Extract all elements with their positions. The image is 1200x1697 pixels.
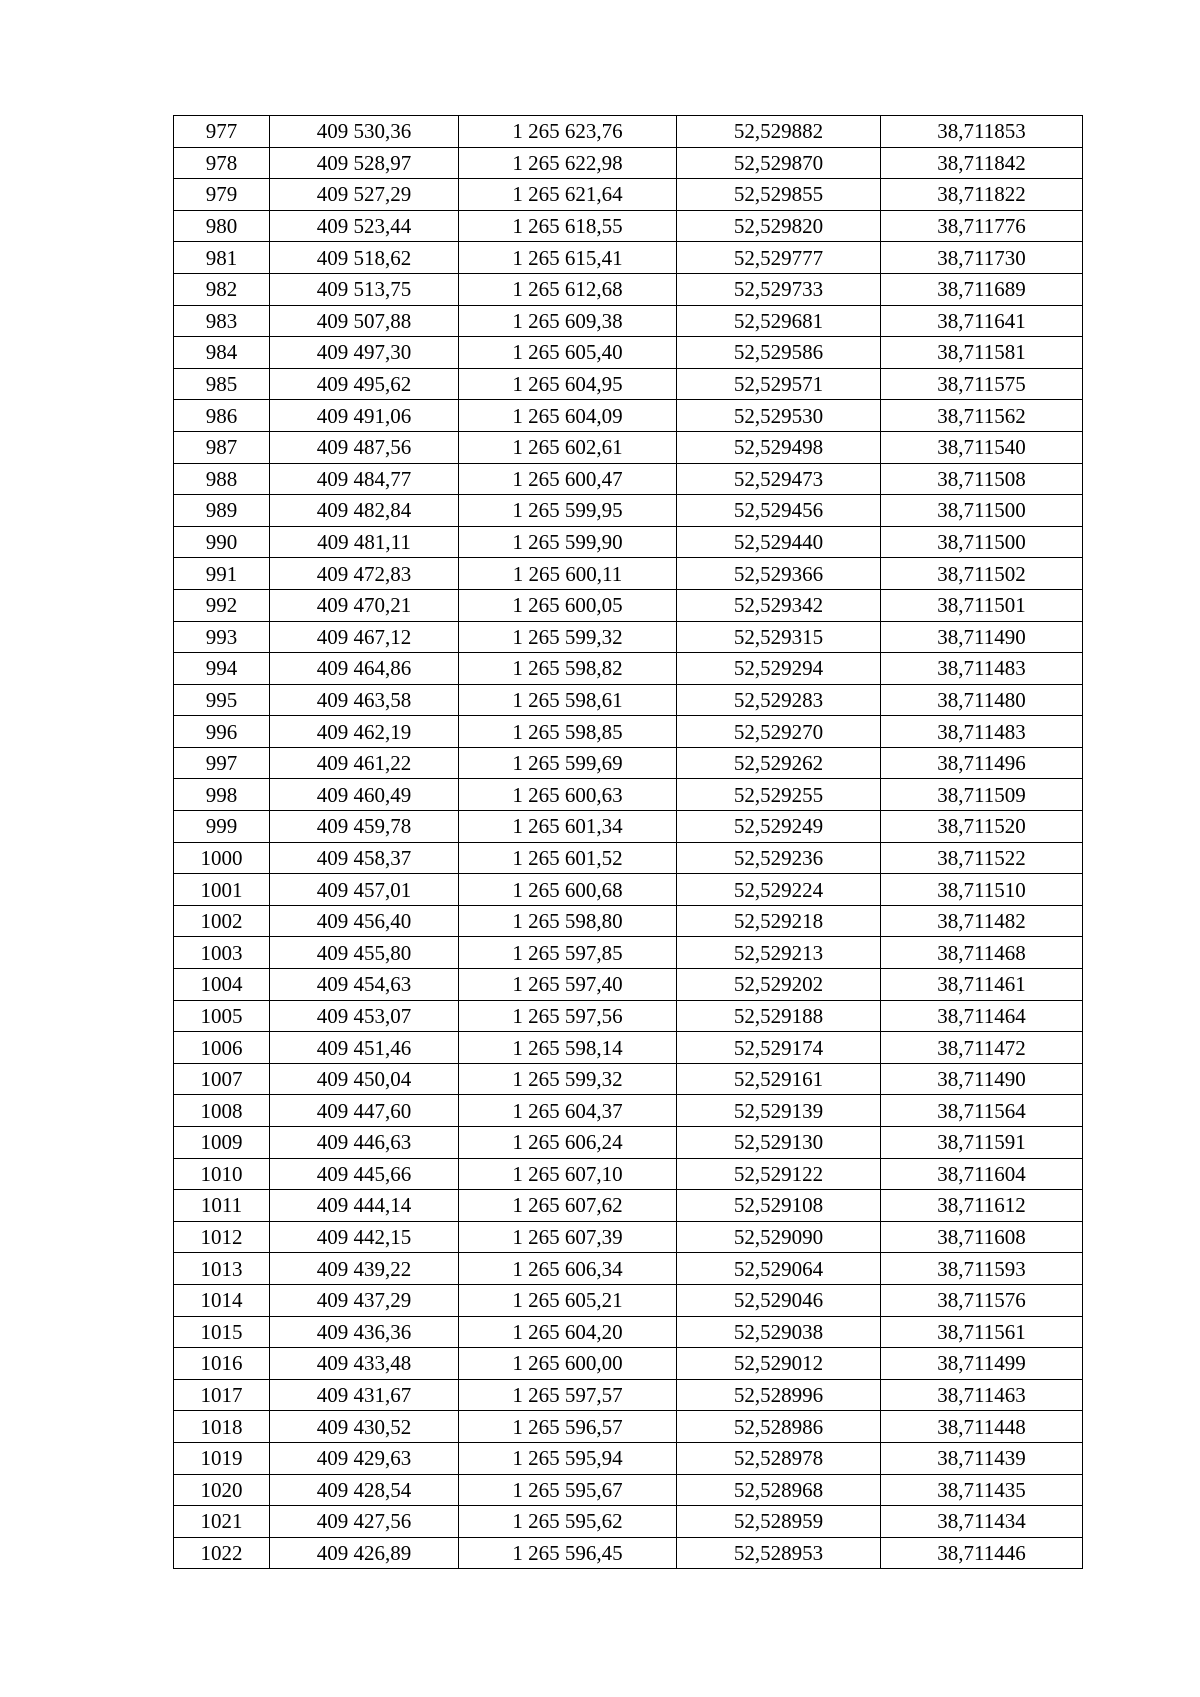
table-row — [174, 1474, 1083, 1506]
longitude-cell: 38,711608 — [881, 1221, 1083, 1253]
y-coordinate-cell: 1 265 604,95 — [459, 368, 677, 400]
longitude-cell: 38,711581 — [881, 337, 1083, 369]
y-coordinate-cell: 1 265 607,62 — [459, 1190, 677, 1222]
point-number-cell: 1006 — [174, 1032, 270, 1064]
longitude-cell: 38,711480 — [881, 684, 1083, 716]
table-row — [174, 811, 1083, 843]
table-row — [174, 210, 1083, 242]
table-row — [174, 337, 1083, 369]
table-row — [174, 1506, 1083, 1538]
x-coordinate-cell: 409 446,63 — [270, 1127, 459, 1159]
longitude-cell: 38,711499 — [881, 1348, 1083, 1380]
latitude-cell: 52,529130 — [677, 1127, 881, 1159]
x-coordinate-cell: 409 437,29 — [270, 1284, 459, 1316]
y-coordinate-cell: 1 265 602,61 — [459, 431, 677, 463]
longitude-cell: 38,711464 — [881, 1000, 1083, 1032]
table-row — [174, 1221, 1083, 1253]
point-number-cell: 980 — [174, 210, 270, 242]
table-row — [174, 716, 1083, 748]
x-coordinate-cell: 409 426,89 — [270, 1537, 459, 1569]
y-coordinate-cell: 1 265 600,47 — [459, 463, 677, 495]
table-row — [174, 1316, 1083, 1348]
x-coordinate-cell: 409 453,07 — [270, 1000, 459, 1032]
table-row — [174, 242, 1083, 274]
point-number-cell: 989 — [174, 495, 270, 527]
latitude-cell: 52,529733 — [677, 273, 881, 305]
longitude-cell: 38,711483 — [881, 716, 1083, 748]
longitude-cell: 38,711575 — [881, 368, 1083, 400]
latitude-cell: 52,528978 — [677, 1442, 881, 1474]
y-coordinate-cell: 1 265 598,85 — [459, 716, 677, 748]
latitude-cell: 52,529294 — [677, 653, 881, 685]
x-coordinate-cell: 409 429,63 — [270, 1442, 459, 1474]
coordinates-table — [173, 115, 1083, 1569]
latitude-cell: 52,529820 — [677, 210, 881, 242]
point-number-cell: 994 — [174, 653, 270, 685]
longitude-cell: 38,711842 — [881, 147, 1083, 179]
x-coordinate-cell: 409 459,78 — [270, 811, 459, 843]
point-number-cell: 979 — [174, 179, 270, 211]
point-number-cell: 1016 — [174, 1348, 270, 1380]
table-row — [174, 684, 1083, 716]
point-number-cell: 1018 — [174, 1411, 270, 1443]
point-number-cell: 1013 — [174, 1253, 270, 1285]
longitude-cell: 38,711435 — [881, 1474, 1083, 1506]
latitude-cell: 52,529270 — [677, 716, 881, 748]
x-coordinate-cell: 409 451,46 — [270, 1032, 459, 1064]
x-coordinate-cell: 409 472,83 — [270, 558, 459, 590]
y-coordinate-cell: 1 265 598,82 — [459, 653, 677, 685]
y-coordinate-cell: 1 265 623,76 — [459, 116, 677, 148]
x-coordinate-cell: 409 456,40 — [270, 905, 459, 937]
longitude-cell: 38,711561 — [881, 1316, 1083, 1348]
table-row — [174, 589, 1083, 621]
y-coordinate-cell: 1 265 595,67 — [459, 1474, 677, 1506]
y-coordinate-cell: 1 265 595,62 — [459, 1506, 677, 1538]
longitude-cell: 38,711446 — [881, 1537, 1083, 1569]
longitude-cell: 38,711463 — [881, 1379, 1083, 1411]
latitude-cell: 52,529255 — [677, 779, 881, 811]
point-number-cell: 1004 — [174, 969, 270, 1001]
longitude-cell: 38,711593 — [881, 1253, 1083, 1285]
x-coordinate-cell: 409 458,37 — [270, 842, 459, 874]
latitude-cell: 52,529262 — [677, 747, 881, 779]
y-coordinate-cell: 1 265 595,94 — [459, 1442, 677, 1474]
table-row — [174, 937, 1083, 969]
x-coordinate-cell: 409 481,11 — [270, 526, 459, 558]
latitude-cell: 52,529012 — [677, 1348, 881, 1380]
x-coordinate-cell: 409 507,88 — [270, 305, 459, 337]
table-row — [174, 495, 1083, 527]
x-coordinate-cell: 409 530,36 — [270, 116, 459, 148]
point-number-cell: 991 — [174, 558, 270, 590]
point-number-cell: 998 — [174, 779, 270, 811]
x-coordinate-cell: 409 447,60 — [270, 1095, 459, 1127]
latitude-cell: 52,529218 — [677, 905, 881, 937]
table-row — [174, 1411, 1083, 1443]
table-row — [174, 147, 1083, 179]
longitude-cell: 38,711434 — [881, 1506, 1083, 1538]
x-coordinate-cell: 409 461,22 — [270, 747, 459, 779]
point-number-cell: 1022 — [174, 1537, 270, 1569]
latitude-cell: 52,529249 — [677, 811, 881, 843]
table-row — [174, 1000, 1083, 1032]
longitude-cell: 38,711482 — [881, 905, 1083, 937]
y-coordinate-cell: 1 265 599,90 — [459, 526, 677, 558]
point-number-cell: 987 — [174, 431, 270, 463]
longitude-cell: 38,711641 — [881, 305, 1083, 337]
latitude-cell: 52,529046 — [677, 1284, 881, 1316]
x-coordinate-cell: 409 442,15 — [270, 1221, 459, 1253]
x-coordinate-cell: 409 427,56 — [270, 1506, 459, 1538]
latitude-cell: 52,529236 — [677, 842, 881, 874]
table-row — [174, 969, 1083, 1001]
longitude-cell: 38,711508 — [881, 463, 1083, 495]
table-row — [174, 558, 1083, 590]
table-row — [174, 747, 1083, 779]
table-row — [174, 1158, 1083, 1190]
table-row — [174, 905, 1083, 937]
y-coordinate-cell: 1 265 606,24 — [459, 1127, 677, 1159]
y-coordinate-cell: 1 265 607,39 — [459, 1221, 677, 1253]
point-number-cell: 1015 — [174, 1316, 270, 1348]
longitude-cell: 38,711562 — [881, 400, 1083, 432]
x-coordinate-cell: 409 482,84 — [270, 495, 459, 527]
y-coordinate-cell: 1 265 600,68 — [459, 874, 677, 906]
y-coordinate-cell: 1 265 604,37 — [459, 1095, 677, 1127]
longitude-cell: 38,711689 — [881, 273, 1083, 305]
longitude-cell: 38,711822 — [881, 179, 1083, 211]
table-row — [174, 431, 1083, 463]
longitude-cell: 38,711490 — [881, 621, 1083, 653]
latitude-cell: 52,528996 — [677, 1379, 881, 1411]
x-coordinate-cell: 409 460,49 — [270, 779, 459, 811]
point-number-cell: 1005 — [174, 1000, 270, 1032]
table-row — [174, 1348, 1083, 1380]
latitude-cell: 52,528959 — [677, 1506, 881, 1538]
longitude-cell: 38,711564 — [881, 1095, 1083, 1127]
x-coordinate-cell: 409 513,75 — [270, 273, 459, 305]
point-number-cell: 992 — [174, 589, 270, 621]
table-row — [174, 400, 1083, 432]
x-coordinate-cell: 409 470,21 — [270, 589, 459, 621]
point-number-cell: 1021 — [174, 1506, 270, 1538]
point-number-cell: 1011 — [174, 1190, 270, 1222]
latitude-cell: 52,529122 — [677, 1158, 881, 1190]
x-coordinate-cell: 409 495,62 — [270, 368, 459, 400]
table-row — [174, 1127, 1083, 1159]
longitude-cell: 38,711522 — [881, 842, 1083, 874]
point-number-cell: 981 — [174, 242, 270, 274]
x-coordinate-cell: 409 450,04 — [270, 1063, 459, 1095]
longitude-cell: 38,711502 — [881, 558, 1083, 590]
y-coordinate-cell: 1 265 621,64 — [459, 179, 677, 211]
x-coordinate-cell: 409 439,22 — [270, 1253, 459, 1285]
y-coordinate-cell: 1 265 599,69 — [459, 747, 677, 779]
y-coordinate-cell: 1 265 599,95 — [459, 495, 677, 527]
point-number-cell: 1014 — [174, 1284, 270, 1316]
y-coordinate-cell: 1 265 609,38 — [459, 305, 677, 337]
y-coordinate-cell: 1 265 607,10 — [459, 1158, 677, 1190]
point-number-cell: 1012 — [174, 1221, 270, 1253]
latitude-cell: 52,529108 — [677, 1190, 881, 1222]
point-number-cell: 983 — [174, 305, 270, 337]
point-number-cell: 986 — [174, 400, 270, 432]
point-number-cell: 982 — [174, 273, 270, 305]
y-coordinate-cell: 1 265 596,57 — [459, 1411, 677, 1443]
latitude-cell: 52,529440 — [677, 526, 881, 558]
latitude-cell: 52,529038 — [677, 1316, 881, 1348]
x-coordinate-cell: 409 433,48 — [270, 1348, 459, 1380]
point-number-cell: 999 — [174, 811, 270, 843]
latitude-cell: 52,529202 — [677, 969, 881, 1001]
latitude-cell: 52,529498 — [677, 431, 881, 463]
x-coordinate-cell: 409 497,30 — [270, 337, 459, 369]
x-coordinate-cell: 409 462,19 — [270, 716, 459, 748]
longitude-cell: 38,711510 — [881, 874, 1083, 906]
x-coordinate-cell: 409 518,62 — [270, 242, 459, 274]
table-row — [174, 1253, 1083, 1285]
latitude-cell: 52,529882 — [677, 116, 881, 148]
y-coordinate-cell: 1 265 601,34 — [459, 811, 677, 843]
latitude-cell: 52,529139 — [677, 1095, 881, 1127]
y-coordinate-cell: 1 265 622,98 — [459, 147, 677, 179]
table-row — [174, 1032, 1083, 1064]
point-number-cell: 988 — [174, 463, 270, 495]
point-number-cell: 1020 — [174, 1474, 270, 1506]
longitude-cell: 38,711604 — [881, 1158, 1083, 1190]
point-number-cell: 1010 — [174, 1158, 270, 1190]
y-coordinate-cell: 1 265 596,45 — [459, 1537, 677, 1569]
y-coordinate-cell: 1 265 601,52 — [459, 842, 677, 874]
y-coordinate-cell: 1 265 618,55 — [459, 210, 677, 242]
x-coordinate-cell: 409 430,52 — [270, 1411, 459, 1443]
table-row — [174, 1190, 1083, 1222]
table-row — [174, 653, 1083, 685]
point-number-cell: 1002 — [174, 905, 270, 937]
point-number-cell: 996 — [174, 716, 270, 748]
x-coordinate-cell: 409 454,63 — [270, 969, 459, 1001]
x-coordinate-cell: 409 431,67 — [270, 1379, 459, 1411]
longitude-cell: 38,711490 — [881, 1063, 1083, 1095]
latitude-cell: 52,528986 — [677, 1411, 881, 1443]
x-coordinate-cell: 409 428,54 — [270, 1474, 459, 1506]
latitude-cell: 52,529681 — [677, 305, 881, 337]
latitude-cell: 52,529188 — [677, 1000, 881, 1032]
table-row — [174, 305, 1083, 337]
latitude-cell: 52,529456 — [677, 495, 881, 527]
y-coordinate-cell: 1 265 598,61 — [459, 684, 677, 716]
latitude-cell: 52,528968 — [677, 1474, 881, 1506]
y-coordinate-cell: 1 265 598,80 — [459, 905, 677, 937]
y-coordinate-cell: 1 265 604,20 — [459, 1316, 677, 1348]
latitude-cell: 52,529777 — [677, 242, 881, 274]
x-coordinate-cell: 409 491,06 — [270, 400, 459, 432]
longitude-cell: 38,711509 — [881, 779, 1083, 811]
x-coordinate-cell: 409 527,29 — [270, 179, 459, 211]
y-coordinate-cell: 1 265 600,05 — [459, 589, 677, 621]
x-coordinate-cell: 409 528,97 — [270, 147, 459, 179]
latitude-cell: 52,529174 — [677, 1032, 881, 1064]
point-number-cell: 1000 — [174, 842, 270, 874]
latitude-cell: 52,529530 — [677, 400, 881, 432]
y-coordinate-cell: 1 265 600,00 — [459, 1348, 677, 1380]
latitude-cell: 52,529224 — [677, 874, 881, 906]
y-coordinate-cell: 1 265 600,63 — [459, 779, 677, 811]
longitude-cell: 38,711483 — [881, 653, 1083, 685]
y-coordinate-cell: 1 265 599,32 — [459, 621, 677, 653]
table-row — [174, 874, 1083, 906]
y-coordinate-cell: 1 265 600,11 — [459, 558, 677, 590]
table-row — [174, 1284, 1083, 1316]
table-row — [174, 1537, 1083, 1569]
table-row — [174, 1379, 1083, 1411]
x-coordinate-cell: 409 445,66 — [270, 1158, 459, 1190]
y-coordinate-cell: 1 265 597,57 — [459, 1379, 677, 1411]
latitude-cell: 52,529473 — [677, 463, 881, 495]
table-row — [174, 842, 1083, 874]
latitude-cell: 52,529090 — [677, 1221, 881, 1253]
latitude-cell: 52,529342 — [677, 589, 881, 621]
longitude-cell: 38,711540 — [881, 431, 1083, 463]
point-number-cell: 978 — [174, 147, 270, 179]
longitude-cell: 38,711500 — [881, 526, 1083, 558]
latitude-cell: 52,529586 — [677, 337, 881, 369]
table-row — [174, 1442, 1083, 1474]
table-row — [174, 368, 1083, 400]
table-row — [174, 273, 1083, 305]
x-coordinate-cell: 409 487,56 — [270, 431, 459, 463]
longitude-cell: 38,711853 — [881, 116, 1083, 148]
longitude-cell: 38,711496 — [881, 747, 1083, 779]
longitude-cell: 38,711730 — [881, 242, 1083, 274]
y-coordinate-cell: 1 265 605,40 — [459, 337, 677, 369]
point-number-cell: 1007 — [174, 1063, 270, 1095]
longitude-cell: 38,711591 — [881, 1127, 1083, 1159]
longitude-cell: 38,711439 — [881, 1442, 1083, 1474]
latitude-cell: 52,529064 — [677, 1253, 881, 1285]
longitude-cell: 38,711448 — [881, 1411, 1083, 1443]
x-coordinate-cell: 409 523,44 — [270, 210, 459, 242]
y-coordinate-cell: 1 265 604,09 — [459, 400, 677, 432]
latitude-cell: 52,529315 — [677, 621, 881, 653]
x-coordinate-cell: 409 436,36 — [270, 1316, 459, 1348]
point-number-cell: 995 — [174, 684, 270, 716]
x-coordinate-cell: 409 464,86 — [270, 653, 459, 685]
latitude-cell: 52,529855 — [677, 179, 881, 211]
longitude-cell: 38,711576 — [881, 1284, 1083, 1316]
point-number-cell: 985 — [174, 368, 270, 400]
longitude-cell: 38,711612 — [881, 1190, 1083, 1222]
table-row — [174, 526, 1083, 558]
table-row — [174, 179, 1083, 211]
latitude-cell: 52,528953 — [677, 1537, 881, 1569]
y-coordinate-cell: 1 265 605,21 — [459, 1284, 677, 1316]
table-row — [174, 116, 1083, 148]
point-number-cell: 1008 — [174, 1095, 270, 1127]
table-row — [174, 1063, 1083, 1095]
x-coordinate-cell: 409 444,14 — [270, 1190, 459, 1222]
y-coordinate-cell: 1 265 597,85 — [459, 937, 677, 969]
latitude-cell: 52,529283 — [677, 684, 881, 716]
latitude-cell: 52,529161 — [677, 1063, 881, 1095]
table-row — [174, 621, 1083, 653]
x-coordinate-cell: 409 467,12 — [270, 621, 459, 653]
point-number-cell: 990 — [174, 526, 270, 558]
longitude-cell: 38,711500 — [881, 495, 1083, 527]
x-coordinate-cell: 409 457,01 — [270, 874, 459, 906]
table-body — [174, 116, 1083, 1569]
longitude-cell: 38,711461 — [881, 969, 1083, 1001]
y-coordinate-cell: 1 265 597,56 — [459, 1000, 677, 1032]
point-number-cell: 997 — [174, 747, 270, 779]
point-number-cell: 1019 — [174, 1442, 270, 1474]
table-row — [174, 1095, 1083, 1127]
longitude-cell: 38,711472 — [881, 1032, 1083, 1064]
x-coordinate-cell: 409 484,77 — [270, 463, 459, 495]
y-coordinate-cell: 1 265 606,34 — [459, 1253, 677, 1285]
latitude-cell: 52,529870 — [677, 147, 881, 179]
point-number-cell: 1001 — [174, 874, 270, 906]
longitude-cell: 38,711501 — [881, 589, 1083, 621]
y-coordinate-cell: 1 265 598,14 — [459, 1032, 677, 1064]
latitude-cell: 52,529366 — [677, 558, 881, 590]
point-number-cell: 1009 — [174, 1127, 270, 1159]
point-number-cell: 1017 — [174, 1379, 270, 1411]
point-number-cell: 993 — [174, 621, 270, 653]
point-number-cell: 1003 — [174, 937, 270, 969]
longitude-cell: 38,711776 — [881, 210, 1083, 242]
table-row — [174, 779, 1083, 811]
table-row — [174, 463, 1083, 495]
x-coordinate-cell: 409 455,80 — [270, 937, 459, 969]
latitude-cell: 52,529213 — [677, 937, 881, 969]
latitude-cell: 52,529571 — [677, 368, 881, 400]
longitude-cell: 38,711520 — [881, 811, 1083, 843]
point-number-cell: 984 — [174, 337, 270, 369]
y-coordinate-cell: 1 265 612,68 — [459, 273, 677, 305]
point-number-cell: 977 — [174, 116, 270, 148]
x-coordinate-cell: 409 463,58 — [270, 684, 459, 716]
y-coordinate-cell: 1 265 597,40 — [459, 969, 677, 1001]
y-coordinate-cell: 1 265 615,41 — [459, 242, 677, 274]
y-coordinate-cell: 1 265 599,32 — [459, 1063, 677, 1095]
longitude-cell: 38,711468 — [881, 937, 1083, 969]
